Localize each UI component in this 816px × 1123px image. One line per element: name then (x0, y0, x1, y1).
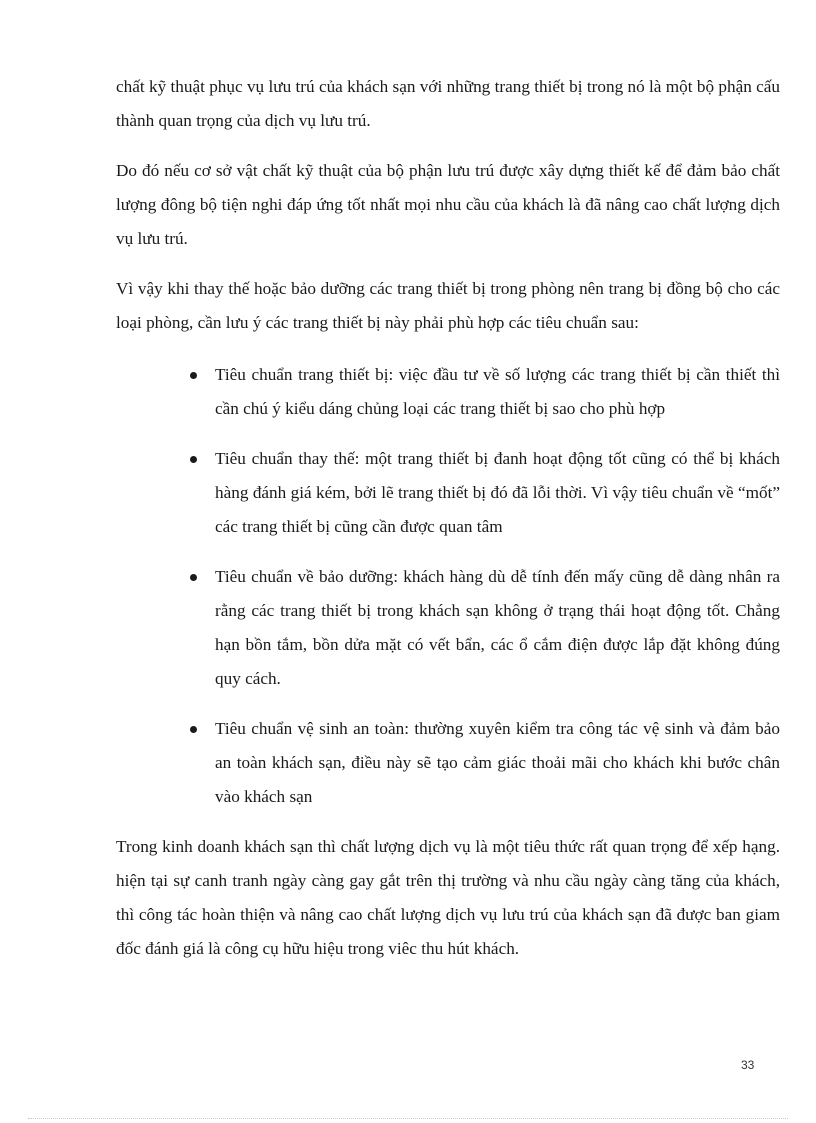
list-item (116, 442, 780, 544)
list-item (116, 712, 780, 814)
bullet-icon (190, 456, 197, 463)
list-item (116, 358, 780, 426)
paragraph-intro: chất kỹ thuật phục vụ lưu trú của khách sạn với những trang thiết bị trong nó là một bộ phận cấu thành quan trọng của dịch vụ lưu trú. (116, 77, 780, 130)
document-page (116, 70, 780, 966)
standards-list (116, 358, 780, 814)
footer-divider (28, 1118, 788, 1119)
bullet-icon (190, 726, 197, 733)
list-item-text: Tiêu chuẩn vệ sinh an toàn: thường xuyên kiểm tra công tác vệ sinh và đảm bảo an toàn khách sạn, điều này sẽ tạo cảm giác thoải mãi cho khách khi bước chân vào khách sạn (215, 719, 780, 806)
bullet-icon (190, 372, 197, 379)
list-item (116, 560, 780, 696)
list-item-text: Tiêu chuẩn trang thiết bị: việc đầu tư về số lượng các trang thiết bị cần thiết thì cần chú ý kiểu dáng chủng loại các trang thiết bị sao cho phù hợp (215, 365, 780, 418)
paragraph-standards-lead: Vì vậy khi thay thế hoặc bảo dưỡng các trang thiết bị trong phòng nên trang bị đồng bộ cho các loại phòng, cần lưu ý các trang thiết bị này phải phù hợp các tiêu chuẩn sau: (116, 279, 780, 332)
list-item-text: Tiêu chuẩn về bảo dưỡng: khách hàng dù dễ tính đến mấy cũng dễ dàng nhân ra rằng các trang thiết bị trong khách sạn không ở trạng thái hoạt động tốt. Chẳng hạn bồn tắm, bồn dửa mặt có vết bẩn, các ổ cắm điện được lắp đặt không đúng quy cách. (215, 567, 780, 688)
bullet-icon (190, 574, 197, 581)
page-number: 33 (741, 1058, 755, 1072)
list-item-text: Tiêu chuẩn thay thế: một trang thiết bị đanh hoạt động tốt cũng có thể bị khách hàng đánh giá kém, bởi lẽ trang thiết bị đó đã lỗi thời. Vì vậy tiêu chuẩn về “mốt” các trang thiết bị cũng cần được quan tâm (215, 449, 780, 536)
paragraph-facilities: Do đó nếu cơ sở vật chất kỹ thuật của bộ phận lưu trú được xây dựng thiết kế để đảm bảo chất lượng đông bộ tiện nghi đáp ứng tốt nhất mọi nhu cầu của khách là đã nâng cao chất lượng dịch vụ lưu trú. (116, 161, 780, 248)
paragraph-closing: Trong kinh doanh khách sạn thì chất lượng dịch vụ là một tiêu thức rất quan trọng để xếp hạng. hiện tại sự canh tranh ngày càng gay gắt trên thị trường và nhu cầu ngày càng tăng của khách, thì công tác hoàn thiện và nâng cao chất lượng dịch vụ lưu trú của khách sạn đã được ban giam đốc đánh giá là công cụ hữu hiệu trong viêc thu hút khách. (116, 837, 780, 958)
